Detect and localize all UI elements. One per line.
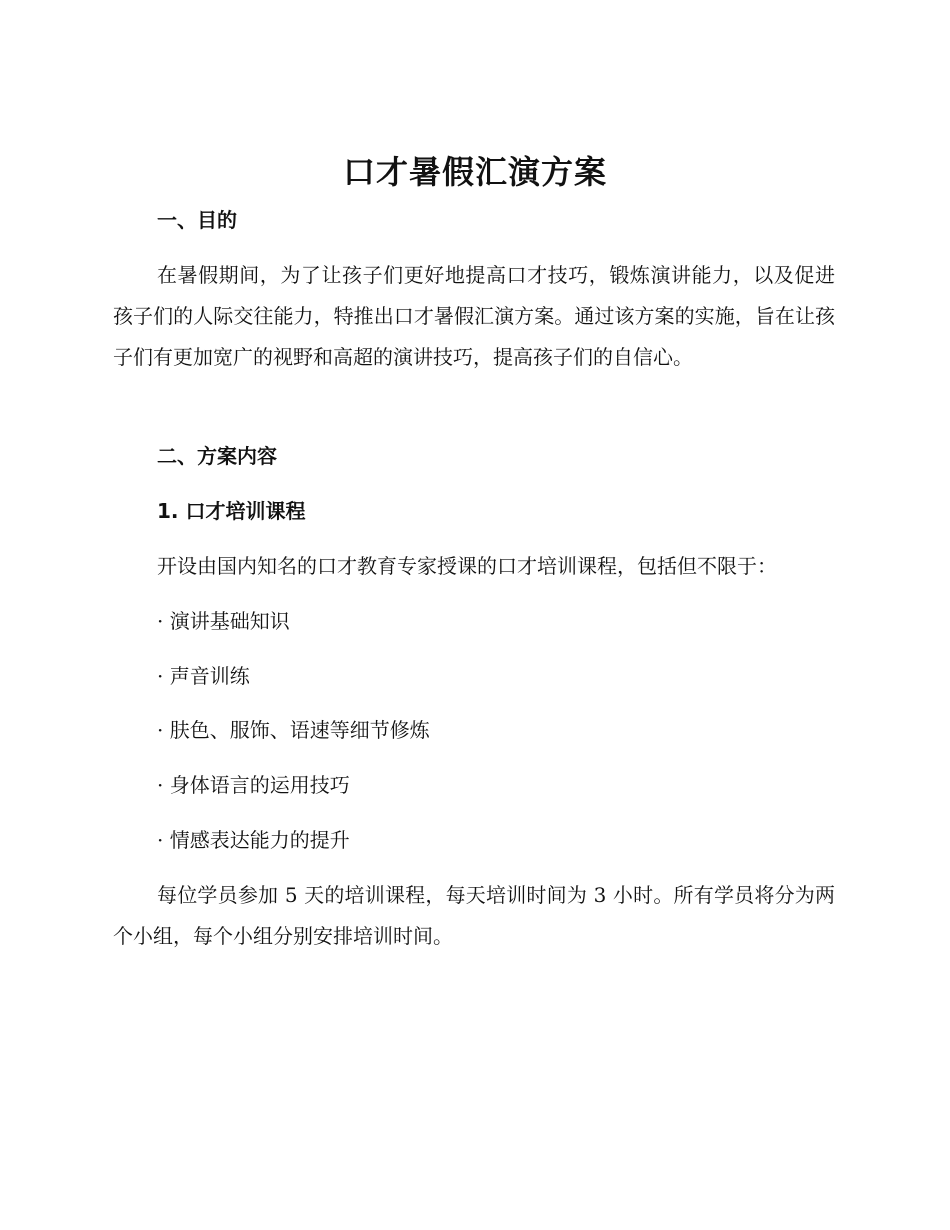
subheading-training-course: 1. 口才培训课程 [157,499,306,523]
list-item: · 情感表达能力的提升 [157,828,350,852]
list-item: · 肤色、服饰、语速等细节修炼 [157,718,430,742]
closing-paragraph: 每位学员参加 5 天的培训课程，每天培训时间为 3 小时。所有学员将分为两个小组，每个小组分别安排培训时间。 [113,883,835,948]
list-item: · 声音训练 [157,664,250,688]
list-item: · 演讲基础知识 [157,609,290,633]
purpose-paragraph: 在暑假期间，为了让孩子们更好地提高口才技巧，锻炼演讲能力，以及促进孩子们的人际交往能力，特推出口才暑假汇演方案。通过该方案的实施，旨在让孩子们有更加宽广的视野和高超的演讲技巧，提高孩子们的自信心。 [113,263,835,369]
section-heading-content: 二、方案内容 [157,444,277,468]
course-intro: 开设由国内知名的口才教育专家授课的口才培训课程，包括但不限于： [157,554,777,578]
section-heading-purpose: 一、目的 [157,208,237,232]
list-item: · 身体语言的运用技巧 [157,773,350,797]
document-title: 口才暑假汇演方案 [342,153,607,191]
